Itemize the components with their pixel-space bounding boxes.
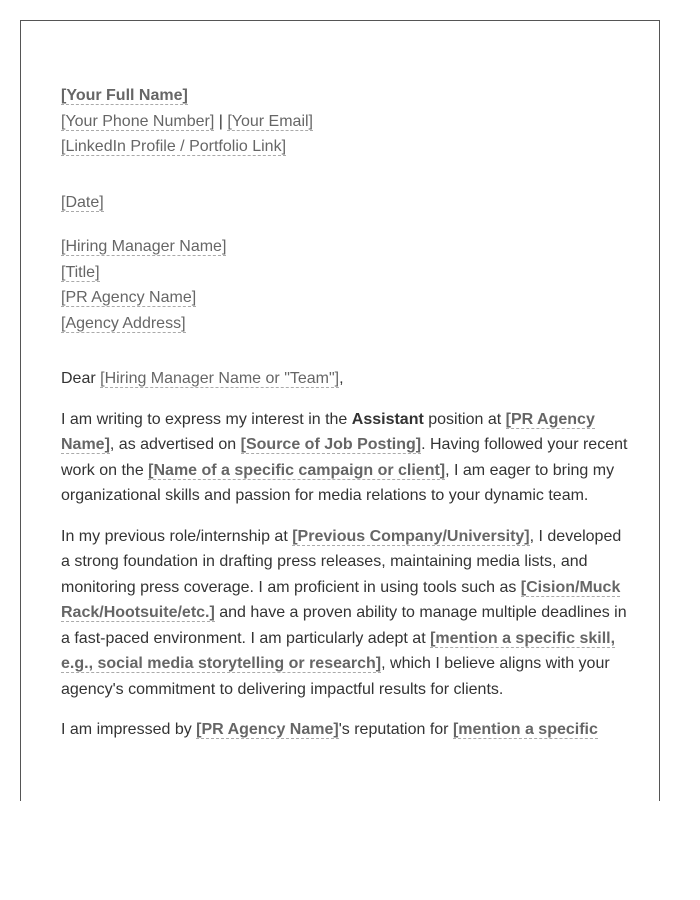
recipient-block xyxy=(61,234,629,336)
salutation-name: [Hiring Manager Name or "Team"] xyxy=(100,370,340,387)
contact-separator: | xyxy=(214,112,228,130)
sender-profile-link: [LinkedIn Profile / Portfolio Link] xyxy=(61,138,287,155)
letter-date: [Date] xyxy=(61,193,104,211)
p1-position: Assistant xyxy=(351,410,424,428)
recipient-agency-address: [Agency Address] xyxy=(61,314,186,332)
p3-agency-placeholder: [PR Agency Name] xyxy=(196,721,339,738)
sender-name-line xyxy=(61,83,629,109)
salutation-dear: Dear xyxy=(61,370,101,387)
p1-text-5: , I am eager to bring my organizational skills and passion for media relations to your dynamic team. xyxy=(61,461,615,504)
p2-tools-placeholder: [Cision/Muck Rack/Hootsuite/etc.] xyxy=(61,578,621,621)
sender-contact-line xyxy=(61,109,629,135)
p3-text-1: I am impressed by xyxy=(61,721,197,738)
p2-text-2: , I developed a strong foundation in drafting press releases, maintaining media lists, and monitoring press coverage. I am proficient in using tools such as xyxy=(61,527,622,596)
p2-company-placeholder: [Previous Company/University] xyxy=(292,527,530,545)
body-paragraph-3 xyxy=(61,717,629,743)
p2-text-3: and have a proven ability to manage multiple deadlines in a fast-paced environment. I am particularly adept at xyxy=(61,604,627,647)
sender-profile-line xyxy=(61,134,629,160)
sender-phone: [Your Phone Number] xyxy=(61,112,215,130)
salutation xyxy=(61,366,629,392)
p1-text-3: , as advertised on xyxy=(109,436,241,453)
p1-source-placeholder: [Source of Job Posting] xyxy=(240,436,422,453)
salutation-comma: , xyxy=(339,370,344,387)
p1-text-4: . Having followed your recent work on the xyxy=(61,436,628,479)
body-paragraph-1 xyxy=(61,407,629,509)
p1-text-2: position at xyxy=(423,410,506,428)
p3-mention-placeholder: [mention a specific xyxy=(452,721,598,738)
p1-campaign-placeholder: [Name of a specific campaign or client] xyxy=(148,461,446,479)
p3-text-2: 's reputation for xyxy=(338,721,453,738)
letter-content xyxy=(61,83,629,758)
sender-block xyxy=(61,83,629,160)
p2-text-4: , which I believe aligns with your agency's commitment to delivering impactful results for clients. xyxy=(61,655,610,698)
p2-text-1: In my previous role/internship at xyxy=(61,527,293,545)
recipient-manager-name: [Hiring Manager Name] xyxy=(61,238,227,255)
recipient-agency-name: [PR Agency Name] xyxy=(61,289,197,306)
sender-full-name: [Your Full Name] xyxy=(61,87,188,104)
p1-text-1: I am writing to express my interest in the xyxy=(61,410,352,428)
date-block xyxy=(61,190,629,216)
letter-page xyxy=(20,20,660,801)
recipient-title: [Title] xyxy=(61,263,100,281)
p2-skill-placeholder: [mention a specific skill, e.g., social media storytelling or research] xyxy=(61,629,616,672)
sender-email: [Your Email] xyxy=(227,112,313,130)
p1-agency-placeholder: [PR Agency Name] xyxy=(61,410,595,453)
body-paragraph-2 xyxy=(61,524,629,703)
